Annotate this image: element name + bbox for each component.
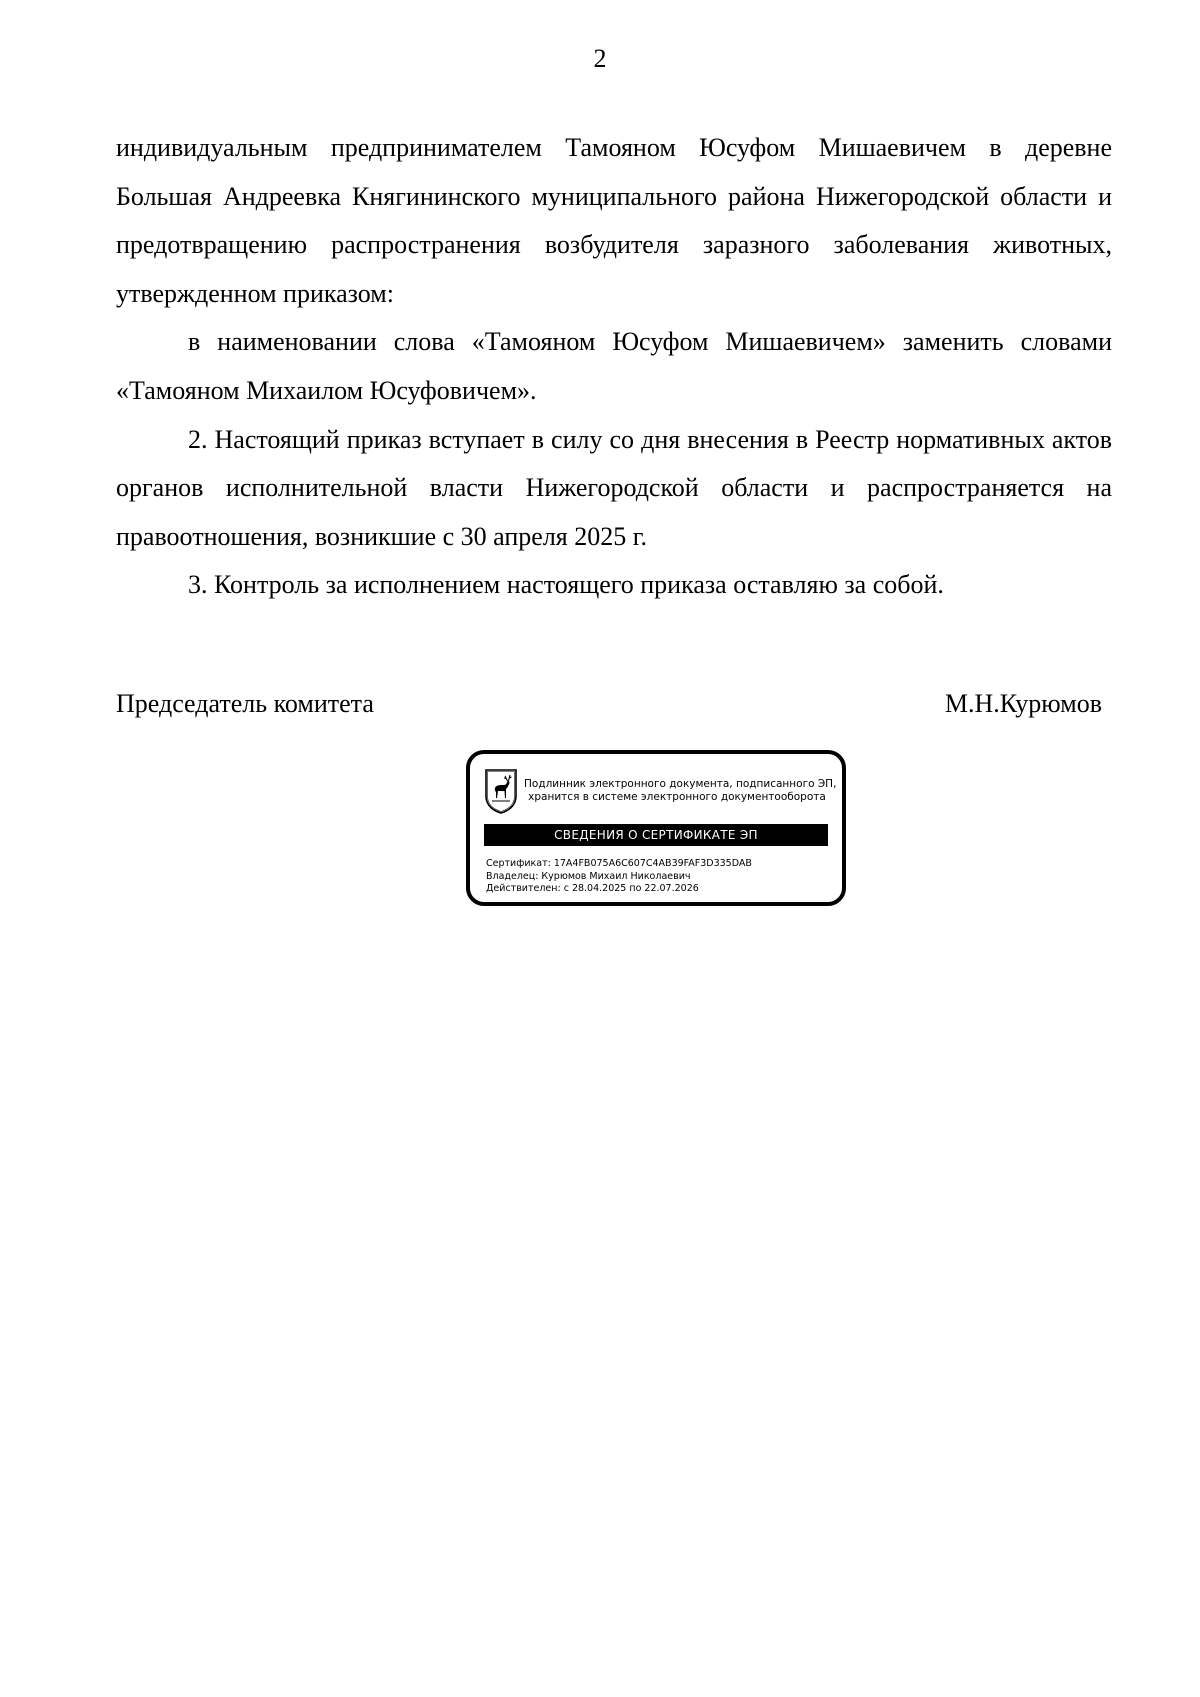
stamp-notice-line-1: Подлинник электронного документа, подписанного ЭП, xyxy=(524,778,837,790)
stamp-certificate-header: СВЕДЕНИЯ О СЕРТИФИКАТЕ ЭП xyxy=(484,824,828,846)
stamp-notice-line-2: хранится в системе электронного документооборота xyxy=(528,791,826,803)
page-number: 2 xyxy=(593,44,607,73)
signatory-position: Председатель комитета xyxy=(116,689,374,718)
document-body xyxy=(116,124,1112,610)
certificate-number: Сертификат: 17A4FB075A6C607C4AB39FAF3D335DAB xyxy=(486,858,752,869)
paragraph-item-3: 3. Контроль за исполнением настоящего приказа оставляю за собой. xyxy=(188,570,944,600)
certificate-owner: Владелец: Курюмов Михаил Николаевич xyxy=(486,870,691,882)
electronic-signature-stamp xyxy=(466,750,846,906)
paragraph-continuation: индивидуальным предпринимателем Тамояном Юсуфом Мишаевичем в деревне Большая Андреевка Княгининского муниципального района Нижегородской области и предотвращению распространения возбудителя заразного заболевания животных, утвержденном приказом: xyxy=(116,133,1112,308)
stamp-header-area xyxy=(484,768,837,822)
signatory-name: М.Н.Курюмов xyxy=(944,689,1102,718)
paragraph-item-2: 2. Настоящий приказ вступает в силу со дня внесения в Реестр нормативных актов органов исполнительной власти Нижегородской области и распространяется на правоотношения, возникшие с 30 апреля 2025 г. xyxy=(116,424,1112,551)
certificate-validity: Действителен: с 28.04.2025 по 22.07.2026 xyxy=(486,883,699,894)
deer-emblem-icon xyxy=(484,768,518,814)
paragraph-amendment: в наименовании слова «Тамояном Юсуфом Мишаевичем» заменить словами «Тамояном Михаилом Юсуфовичем». xyxy=(116,327,1112,405)
signature-block xyxy=(116,688,1102,720)
stamp-certificate-details xyxy=(486,858,832,896)
